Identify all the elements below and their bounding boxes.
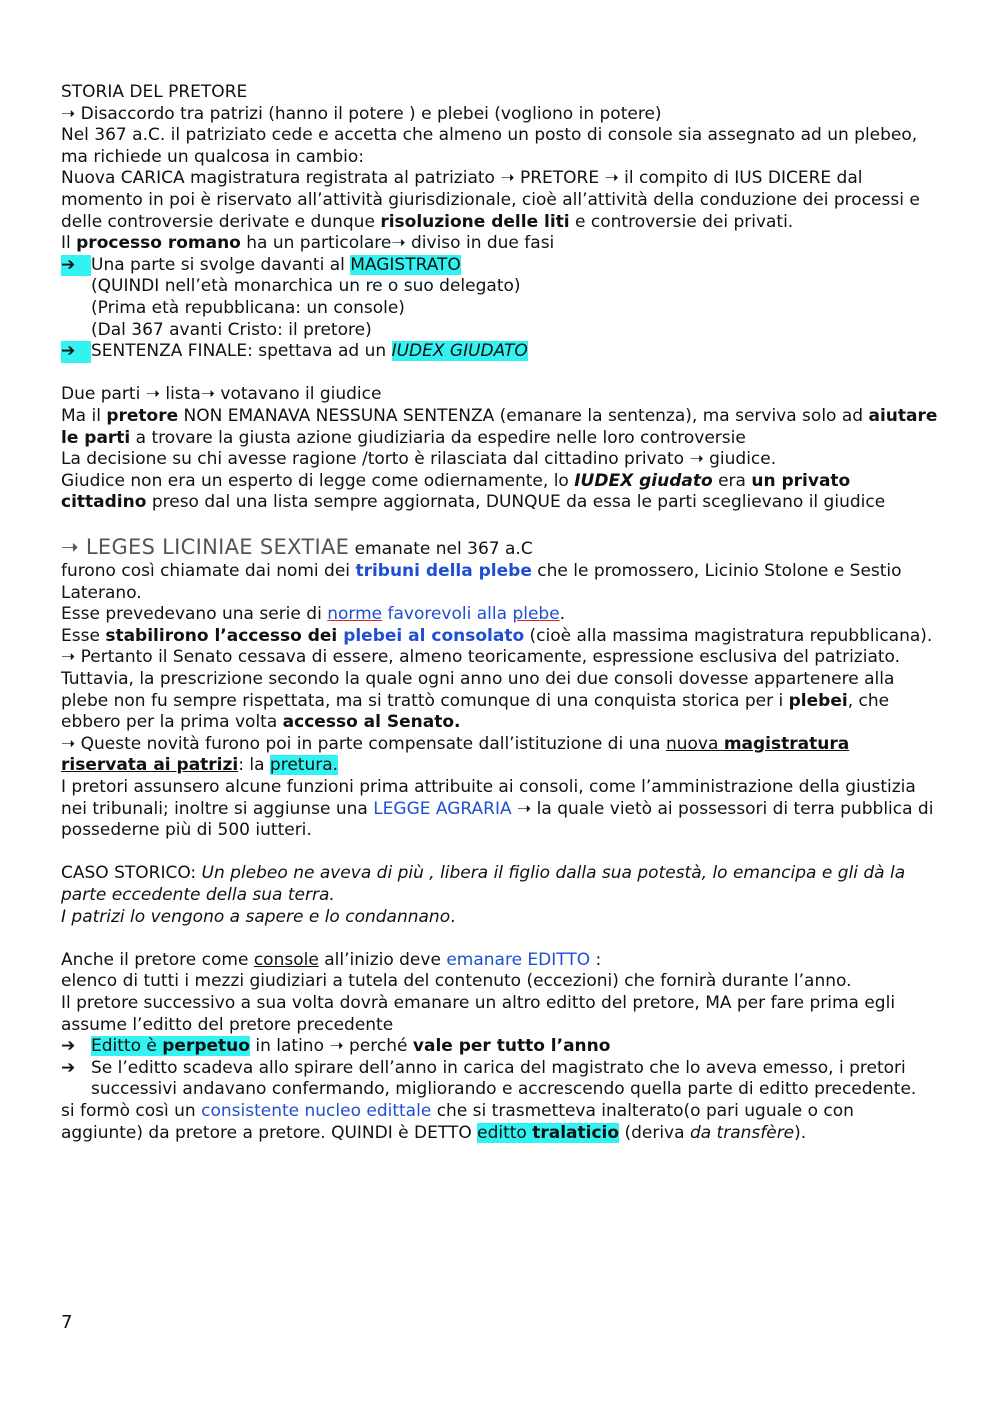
paragraph: Ma il pretore NON EMANAVA NESSUNA SENTENZA (emanare la sentenza), ma serviva solo ad aiutare le parti a trovare la giusta azione giudiziaria da espedire nelle loro controversie bbox=[61, 405, 938, 448]
paragraph: Il pretore successivo a sua volta dovrà emanare un altro editto del pretore, MA per fare prima egli assume l’editto del pretore precedente bbox=[61, 992, 896, 1035]
indented-line: (Dal 367 avanti Cristo: il pretore) bbox=[91, 319, 372, 340]
paragraph: I pretori assunsero alcune funzioni prima attribuite ai consoli, come l’amministrazione della giustizia nei tribunali; inoltre si aggiunse una LEGGE AGRARIA ➝ la quale vietò ai possessori di terra pubblica di possederne più di 500 iutteri. bbox=[61, 777, 934, 841]
indented-line: (Prima età repubblicana: un console) bbox=[91, 297, 405, 318]
page-body bbox=[61, 82, 941, 1144]
arrow-bullet-icon: ➔ bbox=[61, 1057, 76, 1078]
paragraph: Esse prevedevano una serie di norme favorevoli alla plebe. bbox=[61, 604, 566, 625]
bullet-item: ➔ Se l’editto scadeva allo spirare dell’anno in carica del magistrato che lo aveva emesso, i pretori successivi andavano confermando, migliorando e accrescendo quella parte di editto precedente. bbox=[61, 1057, 917, 1100]
paragraph: Giudice non era un esperto di legge come odiernamente, lo IUDEX giudato era un privato cittadino preso dal una lista sempre aggiornata, DUNQUE da essa le parti sceglievano il giudice bbox=[61, 470, 886, 513]
arrow-bullet-icon: ➔ bbox=[61, 1036, 76, 1057]
paragraph: si formò così un consistente nucleo edittale che si trasmetteva inalterato(o pari uguale o con aggiunte) da pretore a pretore. QUINDI è DETTO editto tralaticio (deriva da transfère). bbox=[61, 1100, 854, 1143]
page-number: 7 bbox=[61, 1312, 73, 1333]
section-title: STORIA DEL PRETORE bbox=[61, 82, 248, 102]
bullet-item: ➔ SENTENZA FINALE: spettava ad un IUDEX GIUDATO bbox=[61, 341, 528, 362]
paragraph: furono così chiamate dai nomi dei tribuni della plebe che le promossero, Licinio Stolone e Sestio Laterano. bbox=[61, 561, 902, 603]
paragraph: Esse stabilirono l’accesso dei plebei al consolato (cioè alla massima magistratura repubblicana). bbox=[61, 625, 933, 646]
arrow-bullet-icon: ➔ bbox=[61, 255, 91, 277]
paragraph: Tuttavia, la prescrizione secondo la quale ogni anno uno dei due consoli dovesse appartenere alla plebe non fu sempre rispettata, ma si trattò comunque di una conquista storica per i plebei, che ebbero per la prima volta accesso al Senato. bbox=[61, 669, 895, 733]
paragraph: La decisione su chi avesse ragione /torto è rilasciata dal cittadino privato ➝ giudice. bbox=[61, 449, 777, 470]
paragraph: Nel 367 a.C. il patriziato cede e accetta che almeno un posto di console sia assegnato ad un plebeo, ma richiede un qualcosa in cambio: bbox=[61, 125, 918, 167]
paragraph: Due parti ➝ lista➝ votavano il giudice bbox=[61, 384, 382, 405]
highlight: editto tralaticio bbox=[477, 1122, 620, 1143]
highlight: pretura. bbox=[269, 755, 339, 776]
highlight: IUDEX GIUDATO bbox=[391, 341, 528, 362]
indented-line: (QUINDI nell’età monarchica un re o suo delegato) bbox=[91, 276, 521, 297]
arrow-bullet-icon: ➔ bbox=[61, 341, 91, 363]
section-heading: ➝ LEGES LICINIAE SEXTIAE emanate nel 367 a.C bbox=[61, 535, 533, 560]
highlight: MAGISTRATO bbox=[350, 254, 461, 275]
paragraph: Nuova CARICA magistratura registrata al patriziato ➝ PRETORE ➝ il compito di IUS DICERE dal momento in poi è riservato all’attività giurisdizionale, cioè all’attività della conduzione dei processi e delle controversie derivate e dunque risoluzione delle liti e controversie dei privati. bbox=[61, 168, 920, 232]
paragraph: Il processo romano ha un particolare➝ diviso in due fasi bbox=[61, 233, 555, 254]
highlight: Editto è perpetuo bbox=[91, 1036, 250, 1057]
bullet-item: ➔ Editto è perpetuo in latino ➝ perché vale per tutto l’anno bbox=[61, 1036, 611, 1057]
paragraph: CASO STORICO: Un plebeo ne aveva di più , libera il figlio dalla sua potestà, lo emancipa e gli dà la parte eccedente della sua terra. bbox=[61, 863, 906, 905]
paragraph: ➝ Disaccordo tra patrizi (hanno il potere ) e plebei (vogliono in potere) bbox=[61, 103, 662, 124]
bullet-item: ➔ Una parte si svolge davanti al MAGISTRATO bbox=[61, 254, 461, 275]
paragraph: ➝ Queste novità furono poi in parte compensate dall’istituzione di una nuova magistratura riservata ai patrizi: la pretura. bbox=[61, 733, 850, 776]
paragraph: I patrizi lo vengono a sapere e lo condannano. bbox=[61, 906, 456, 927]
paragraph: Anche il pretore come console all’inizio deve emanare EDITTO : bbox=[61, 949, 602, 970]
paragraph: ➝ Pertanto il Senato cessava di essere, almeno teoricamente, espressione esclusiva del patriziato. bbox=[61, 647, 901, 668]
paragraph: elenco di tutti i mezzi giudiziari a tutela del contenuto (eccezioni) che fornirà durante l’anno. bbox=[61, 971, 852, 992]
